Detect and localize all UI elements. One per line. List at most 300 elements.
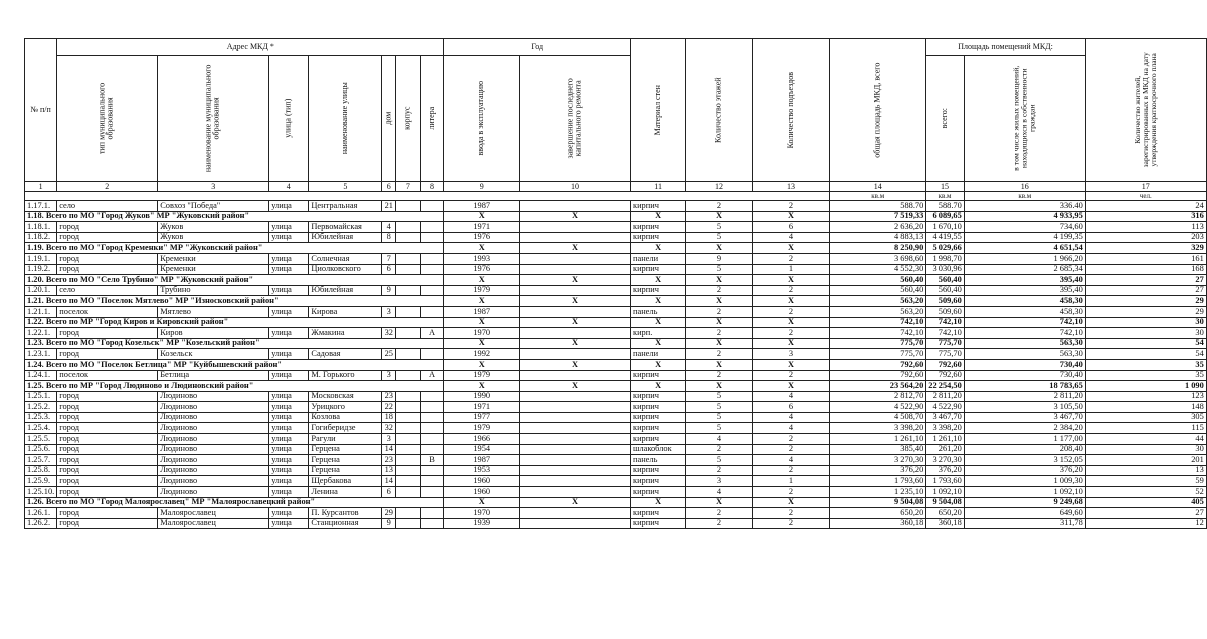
table-cell xyxy=(420,264,444,275)
section-cell: X xyxy=(631,296,686,307)
table-cell: 1.26.1. xyxy=(25,508,57,519)
table-cell: 24 xyxy=(1085,201,1206,212)
table-cell: 458,30 xyxy=(964,306,1085,317)
table-cell: 775,70 xyxy=(926,349,965,360)
table-cell: улица xyxy=(269,444,309,455)
table-cell: 376,20 xyxy=(926,465,965,476)
section-cell: X xyxy=(631,243,686,254)
table-row xyxy=(25,434,1207,445)
table-row xyxy=(25,328,1207,339)
table-cell xyxy=(420,349,444,360)
header-col5: наименование улицы xyxy=(309,56,382,182)
table-cell: 1979 xyxy=(444,285,520,296)
table-cell: город xyxy=(57,391,158,402)
table-cell: город xyxy=(57,264,158,275)
table-cell: Киров xyxy=(158,328,269,339)
table-cell: Циолковского xyxy=(309,264,382,275)
section-cell: 395,40 xyxy=(964,275,1085,286)
header-col17: Количество жителей, зарегистрированных в МКД на дату утверждения краткосрочного плана xyxy=(1085,39,1206,182)
table-cell: 1 261,10 xyxy=(926,434,965,445)
col-number: 15 xyxy=(926,182,965,192)
section-cell: 329 xyxy=(1085,243,1206,254)
table-cell xyxy=(520,423,631,434)
table-cell: Жмакина xyxy=(309,328,382,339)
section-cell: X xyxy=(752,275,829,286)
table-cell: город xyxy=(57,455,158,466)
table-cell: кирпич xyxy=(631,465,686,476)
table-cell: 1.22.1. xyxy=(25,328,57,339)
col-number: 12 xyxy=(686,182,752,192)
section-cell: 27 xyxy=(1085,275,1206,286)
table-cell: 1987 xyxy=(444,455,520,466)
table-cell: 560,40 xyxy=(926,285,965,296)
section-cell: 6 089,65 xyxy=(926,211,965,222)
table-cell: 4 xyxy=(752,412,829,423)
table-cell: Садовая xyxy=(309,349,382,360)
table-cell: Людиново xyxy=(158,455,269,466)
table-cell: поселок xyxy=(57,370,158,381)
housing-table xyxy=(24,38,1207,529)
section-cell: X xyxy=(444,243,520,254)
section-label: 1.24. Всего по МО "Поселок Бетлица" МР "Куйбышевский район" xyxy=(25,359,444,370)
section-cell: 30 xyxy=(1085,317,1206,328)
table-cell: Герцена xyxy=(309,465,382,476)
table-cell: Первомайская xyxy=(309,222,382,233)
table-cell: город xyxy=(57,328,158,339)
table-cell: 2 636,20 xyxy=(830,222,926,233)
section-cell: X xyxy=(631,275,686,286)
table-row xyxy=(25,476,1207,487)
table-cell: 1.25.3. xyxy=(25,412,57,423)
section-cell: 35 xyxy=(1085,359,1206,370)
table-cell: 4 419,55 xyxy=(926,232,965,243)
table-cell: 1 261,10 xyxy=(830,434,926,445)
table-cell: 5 xyxy=(686,412,752,423)
section-cell: X xyxy=(444,381,520,392)
section-cell: 775,70 xyxy=(830,338,926,349)
table-cell: Малоярославец xyxy=(158,518,269,529)
table-cell: улица xyxy=(269,412,309,423)
table-cell: город xyxy=(57,434,158,445)
table-cell: Людиново xyxy=(158,465,269,476)
table-cell: 1.19.2. xyxy=(25,264,57,275)
table-cell xyxy=(396,412,420,423)
table-cell: 1971 xyxy=(444,222,520,233)
table-cell: 25 xyxy=(382,349,396,360)
table-cell: 2 812,70 xyxy=(830,391,926,402)
table-cell: 5 xyxy=(686,423,752,434)
table-cell: панель xyxy=(631,306,686,317)
table-cell xyxy=(396,370,420,381)
col-number: 2 xyxy=(57,182,158,192)
table-cell: 1993 xyxy=(444,253,520,264)
table-cell: 35 xyxy=(1085,370,1206,381)
section-cell: 792,60 xyxy=(830,359,926,370)
table-cell: село xyxy=(57,201,158,212)
table-cell: Урицкого xyxy=(309,402,382,413)
table-cell: 1939 xyxy=(444,518,520,529)
table-cell: 1 235,10 xyxy=(830,487,926,498)
table-cell: 1 092,10 xyxy=(926,487,965,498)
table-cell xyxy=(520,412,631,423)
table-cell: 1 670,10 xyxy=(926,222,965,233)
table-cell: Жуков xyxy=(158,222,269,233)
table-cell xyxy=(420,476,444,487)
col-number: 14 xyxy=(830,182,926,192)
table-cell xyxy=(396,465,420,476)
table-cell: 2 xyxy=(686,328,752,339)
table-cell: Людиново xyxy=(158,434,269,445)
section-cell: 22 254,50 xyxy=(926,381,965,392)
table-cell xyxy=(420,423,444,434)
section-label: 1.22. Всего по МР "Город Киров и Кировский район" xyxy=(25,317,444,328)
table-cell: город xyxy=(57,412,158,423)
table-cell xyxy=(520,476,631,487)
table-cell: 4 199,35 xyxy=(964,232,1085,243)
table-cell: Людиново xyxy=(158,412,269,423)
table-cell: 30 xyxy=(1085,328,1206,339)
section-label: 1.19. Всего по МО "Город Кременки" МР "Жуковский район" xyxy=(25,243,444,254)
table-cell: Герцена xyxy=(309,455,382,466)
header-col13: Количество подъездов xyxy=(752,39,829,182)
table-cell: 1990 xyxy=(444,391,520,402)
table-cell: 4 552,30 xyxy=(830,264,926,275)
table-cell: 775,70 xyxy=(830,349,926,360)
section-cell: X xyxy=(686,317,752,328)
table-cell: 3 270,30 xyxy=(926,455,965,466)
table-cell: Ленина xyxy=(309,487,382,498)
table-cell: 9 xyxy=(382,518,396,529)
table-cell xyxy=(520,444,631,455)
document-sheet xyxy=(24,38,1207,529)
section-cell: X xyxy=(520,381,631,392)
header-col14: общая площадь МКД, всего xyxy=(830,39,926,182)
table-cell: город xyxy=(57,349,158,360)
table-cell xyxy=(420,518,444,529)
table-cell xyxy=(420,508,444,519)
table-cell: 1987 xyxy=(444,201,520,212)
table-cell: 1.21.1. xyxy=(25,306,57,317)
table-cell: 4 522,90 xyxy=(830,402,926,413)
table-cell: 734,60 xyxy=(964,222,1085,233)
table-cell: 730,40 xyxy=(964,370,1085,381)
table-cell: Кременки xyxy=(158,264,269,275)
col-number: 13 xyxy=(752,182,829,192)
table-cell: 201 xyxy=(1085,455,1206,466)
table-cell: 2 xyxy=(752,253,829,264)
table-cell: город xyxy=(57,232,158,243)
section-cell: X xyxy=(752,338,829,349)
section-cell: 7 519,33 xyxy=(830,211,926,222)
table-cell: 1.18.2. xyxy=(25,232,57,243)
table-cell: Кременки xyxy=(158,253,269,264)
table-row xyxy=(25,264,1207,275)
table-cell: 4 508,70 xyxy=(830,412,926,423)
table-cell: 1 092,10 xyxy=(964,487,1085,498)
header-year-group: Год xyxy=(444,39,631,56)
section-cell: 742,10 xyxy=(964,317,1085,328)
table-cell: 2 xyxy=(686,370,752,381)
table-cell: 3 030,96 xyxy=(926,264,965,275)
table-cell: 29 xyxy=(1085,306,1206,317)
section-label: 1.26. Всего по МО "Город Малоярославец" МР "Малоярославецкий район" xyxy=(25,497,444,508)
table-cell: 1960 xyxy=(444,476,520,487)
table-cell: 1970 xyxy=(444,328,520,339)
header-col2: тип муниципального образования xyxy=(57,56,158,182)
table-cell: 6 xyxy=(382,264,396,275)
table-cell: Мятлево xyxy=(158,306,269,317)
table-cell: 649,60 xyxy=(964,508,1085,519)
section-cell: X xyxy=(752,243,829,254)
table-cell: Совхоз "Победа" xyxy=(158,201,269,212)
table-cell: 23 xyxy=(382,455,396,466)
section-cell: X xyxy=(631,497,686,508)
section-cell: 4 651,54 xyxy=(964,243,1085,254)
section-cell: 54 xyxy=(1085,338,1206,349)
table-cell xyxy=(396,391,420,402)
unit-label: кв.м xyxy=(926,192,965,201)
table-cell: 54 xyxy=(1085,349,1206,360)
table-cell: 13 xyxy=(382,465,396,476)
table-cell: 1960 xyxy=(444,487,520,498)
table-cell xyxy=(420,253,444,264)
section-cell: X xyxy=(520,317,631,328)
table-cell: 336.40 xyxy=(964,201,1085,212)
table-cell: 13 xyxy=(1085,465,1206,476)
table-cell: улица xyxy=(269,476,309,487)
table-cell: улица xyxy=(269,264,309,275)
table-row xyxy=(25,402,1207,413)
section-total-row xyxy=(25,211,1207,222)
section-total-row xyxy=(25,381,1207,392)
table-cell: улица xyxy=(269,487,309,498)
table-cell: 1.20.1. xyxy=(25,285,57,296)
table-cell: Людиново xyxy=(158,487,269,498)
col-number: 5 xyxy=(309,182,382,192)
table-cell: кирпич xyxy=(631,264,686,275)
table-cell: 5 xyxy=(686,391,752,402)
table-cell xyxy=(520,370,631,381)
table-row xyxy=(25,487,1207,498)
table-cell: Малоярославец xyxy=(158,508,269,519)
table-cell: 3 270,30 xyxy=(830,455,926,466)
table-cell xyxy=(420,465,444,476)
header-col11: Материал стен xyxy=(631,39,686,182)
table-cell: 4 522,90 xyxy=(926,402,965,413)
section-cell: X xyxy=(520,296,631,307)
table-cell: 650,20 xyxy=(830,508,926,519)
table-cell: улица xyxy=(269,455,309,466)
table-cell: 2 xyxy=(752,444,829,455)
table-cell: 1 966,20 xyxy=(964,253,1085,264)
table-cell: А xyxy=(420,328,444,339)
section-cell: X xyxy=(520,497,631,508)
table-cell: 22 xyxy=(382,402,396,413)
section-cell: X xyxy=(752,359,829,370)
table-cell: 1.18.1. xyxy=(25,222,57,233)
section-cell: X xyxy=(520,359,631,370)
table-cell: 1.25.2. xyxy=(25,402,57,413)
table-cell: улица xyxy=(269,328,309,339)
section-cell: X xyxy=(631,211,686,222)
table-cell: 385,40 xyxy=(830,444,926,455)
table-cell: 311,78 xyxy=(964,518,1085,529)
table-cell: 52 xyxy=(1085,487,1206,498)
table-cell: 3 xyxy=(752,349,829,360)
header-num: № п/п xyxy=(25,39,57,182)
header-col3: наименование муниципального образования xyxy=(158,56,269,182)
table-cell: 4 xyxy=(686,487,752,498)
table-cell: 2 xyxy=(752,201,829,212)
table-row xyxy=(25,518,1207,529)
section-cell: 563,30 xyxy=(964,338,1085,349)
table-cell: Людиново xyxy=(158,402,269,413)
table-cell: П. Курсантов xyxy=(309,508,382,519)
table-cell: 1976 xyxy=(444,264,520,275)
section-cell: X xyxy=(520,243,631,254)
table-cell: Людиново xyxy=(158,444,269,455)
table-cell: Жуков xyxy=(158,232,269,243)
table-cell: 30 xyxy=(1085,444,1206,455)
table-cell: кирпич xyxy=(631,434,686,445)
table-cell: 27 xyxy=(1085,508,1206,519)
header-col9: ввода в эксплуатацию xyxy=(444,56,520,182)
table-row xyxy=(25,222,1207,233)
table-cell: Козлова xyxy=(309,412,382,423)
table-cell: улица xyxy=(269,434,309,445)
table-cell: 1992 xyxy=(444,349,520,360)
header-area-group: Площадь помещений МКД: xyxy=(926,39,1086,56)
table-cell: Московская xyxy=(309,391,382,402)
section-total-row xyxy=(25,243,1207,254)
table-cell xyxy=(420,391,444,402)
section-cell: X xyxy=(686,211,752,222)
table-cell: 2 xyxy=(752,465,829,476)
table-cell: Трубино xyxy=(158,285,269,296)
table-cell xyxy=(520,264,631,275)
table-cell xyxy=(520,232,631,243)
header-col6: дом xyxy=(382,56,396,182)
table-cell: 2 xyxy=(686,518,752,529)
table-cell: 2 xyxy=(686,349,752,360)
table-cell xyxy=(520,465,631,476)
col-number: 7 xyxy=(396,182,420,192)
table-cell: 1971 xyxy=(444,402,520,413)
table-cell: улица xyxy=(269,518,309,529)
table-cell: 563,20 xyxy=(830,306,926,317)
table-cell: 1 998,70 xyxy=(926,253,965,264)
table-cell: 360,18 xyxy=(830,518,926,529)
table-cell: 6 xyxy=(382,487,396,498)
section-total-row xyxy=(25,497,1207,508)
table-cell: Солнечная xyxy=(309,253,382,264)
table-row xyxy=(25,508,1207,519)
table-cell xyxy=(396,285,420,296)
table-cell: 742,10 xyxy=(830,328,926,339)
section-cell: X xyxy=(752,497,829,508)
table-cell: 2 xyxy=(752,285,829,296)
col-number: 9 xyxy=(444,182,520,192)
table-cell: 3 398,20 xyxy=(926,423,965,434)
table-cell: город xyxy=(57,518,158,529)
table-cell: кирп. xyxy=(631,328,686,339)
table-cell xyxy=(520,518,631,529)
table-cell: 5 xyxy=(686,455,752,466)
table-row xyxy=(25,391,1207,402)
table-cell: 3 xyxy=(382,306,396,317)
table-cell xyxy=(396,201,420,212)
table-row xyxy=(25,285,1207,296)
section-cell: 405 xyxy=(1085,497,1206,508)
table-cell xyxy=(420,201,444,212)
section-cell: X xyxy=(752,211,829,222)
table-cell: кирпич xyxy=(631,412,686,423)
table-cell: 1 xyxy=(752,476,829,487)
table-cell: 3 698,60 xyxy=(830,253,926,264)
table-cell: 168 xyxy=(1085,264,1206,275)
table-cell: 588.70 xyxy=(926,201,965,212)
table-cell: 1.25.4. xyxy=(25,423,57,434)
table-cell: 1.25.1. xyxy=(25,391,57,402)
table-cell: 588.70 xyxy=(830,201,926,212)
table-cell: 3 xyxy=(686,476,752,487)
section-cell: 742,10 xyxy=(926,317,965,328)
section-cell: X xyxy=(631,338,686,349)
table-cell: улица xyxy=(269,391,309,402)
table-cell xyxy=(420,402,444,413)
table-cell: 1.25.8. xyxy=(25,465,57,476)
table-cell xyxy=(396,349,420,360)
table-cell: М. Горького xyxy=(309,370,382,381)
header-col8: литера xyxy=(420,56,444,182)
table-row xyxy=(25,201,1207,212)
table-cell: 4 xyxy=(382,222,396,233)
table-cell: 115 xyxy=(1085,423,1206,434)
section-cell: 9 249,68 xyxy=(964,497,1085,508)
table-cell: 1954 xyxy=(444,444,520,455)
table-cell: 2 xyxy=(752,508,829,519)
table-cell xyxy=(420,222,444,233)
table-cell xyxy=(396,487,420,498)
section-cell: 29 xyxy=(1085,296,1206,307)
section-cell: 775,70 xyxy=(926,338,965,349)
table-cell xyxy=(396,222,420,233)
table-cell: 792,60 xyxy=(926,370,965,381)
table-cell: 1977 xyxy=(444,412,520,423)
table-cell: 44 xyxy=(1085,434,1206,445)
table-cell: 2 811,20 xyxy=(964,391,1085,402)
table-cell: 2 xyxy=(752,328,829,339)
table-cell: 305 xyxy=(1085,412,1206,423)
table-cell: панель xyxy=(631,455,686,466)
table-cell: село xyxy=(57,285,158,296)
table-cell: 1.25.9. xyxy=(25,476,57,487)
table-cell: 509,60 xyxy=(926,306,965,317)
table-cell: Людиново xyxy=(158,476,269,487)
table-cell: 742,10 xyxy=(964,328,1085,339)
table-cell: 8 xyxy=(382,232,396,243)
table-cell: 6 xyxy=(752,222,829,233)
table-cell: город xyxy=(57,402,158,413)
table-cell xyxy=(420,306,444,317)
table-cell: 2 685,34 xyxy=(964,264,1085,275)
table-cell xyxy=(396,402,420,413)
table-cell: 560,40 xyxy=(830,285,926,296)
table-cell: 1.19.1. xyxy=(25,253,57,264)
table-cell: город xyxy=(57,508,158,519)
section-cell: 18 783,65 xyxy=(964,381,1085,392)
table-cell: 2 xyxy=(686,444,752,455)
